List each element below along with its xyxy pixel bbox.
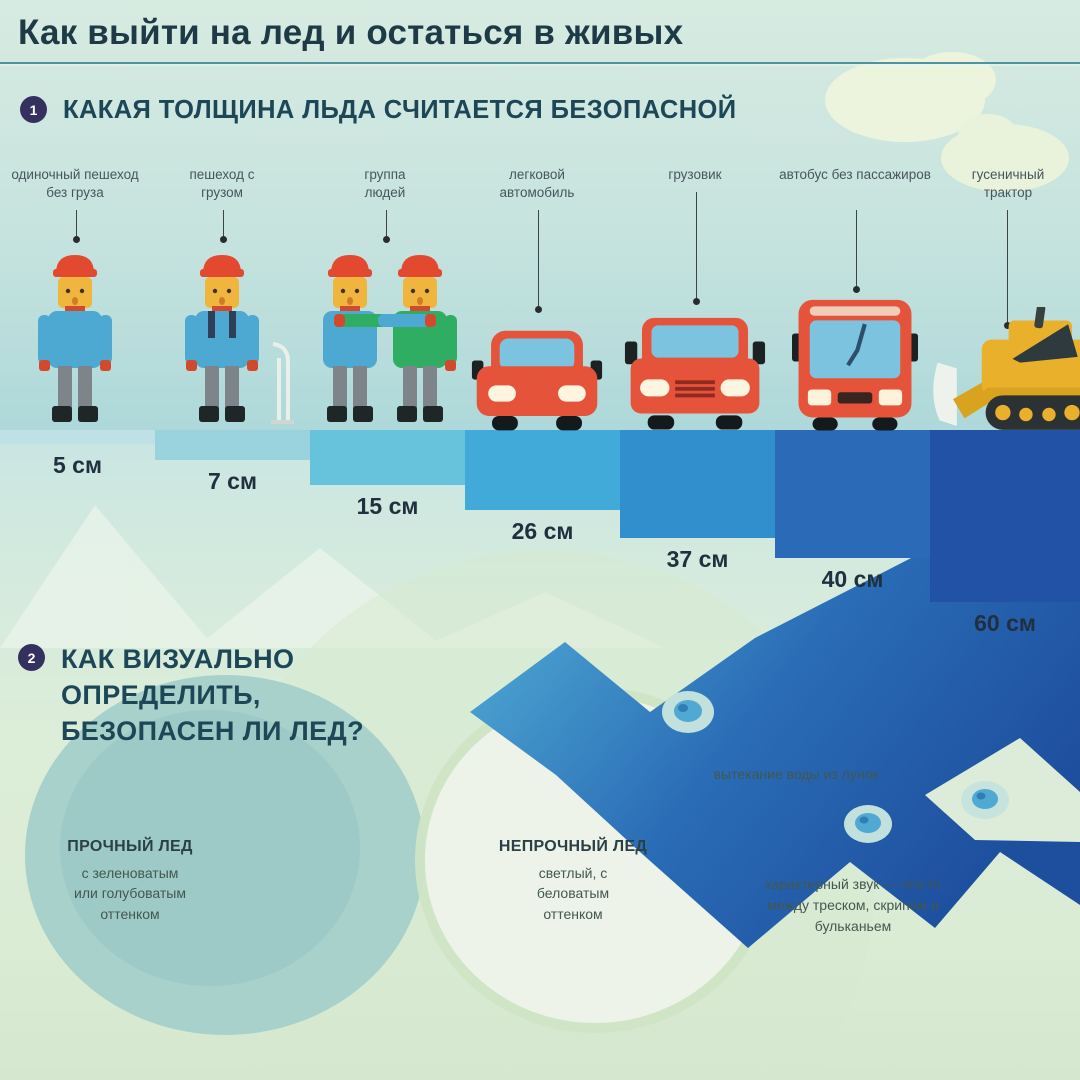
connector-line — [76, 210, 77, 236]
ice-hole-icon — [662, 691, 714, 733]
figure-label-bus: автобус без пассажиров — [779, 167, 931, 182]
figure-label-group: группа людей — [364, 167, 406, 200]
thickness-label-40cm: 40 см — [821, 566, 884, 592]
weak-ice-label — [473, 838, 673, 924]
figure-label-tractor: гусеничный трактор — [971, 167, 1045, 200]
ice-step-37cm — [620, 430, 775, 538]
bus-figure — [792, 298, 918, 431]
pedestrian-figure — [25, 252, 125, 430]
truck-figure — [624, 315, 766, 432]
strong-ice-title: ПРОЧНЫЙ ЛЕД — [67, 838, 193, 855]
connector-line — [1007, 210, 1008, 322]
ice-step-26cm — [465, 430, 620, 510]
thickness-label-5cm: 5 см — [53, 452, 102, 478]
figure-label-car: легковой автомобиль — [499, 167, 575, 200]
strong-ice-label — [30, 838, 230, 924]
thickness-label-15cm: 15 см — [356, 493, 419, 519]
ice-hole-icon — [961, 781, 1009, 819]
tractor-figure — [928, 307, 1080, 439]
weak-ice-desc: светлый, с беловатым оттенком — [536, 865, 610, 922]
section1-heading: КАКАЯ ТОЛЩИНА ЛЬДА СЧИТАЕТСЯ БЕЗОПАСНОЙ — [63, 96, 737, 124]
connector-line — [386, 210, 387, 236]
ice-step-40cm — [775, 430, 930, 558]
connector-line — [856, 210, 857, 286]
connector-line — [223, 210, 224, 236]
section2-number-badge: 2 — [18, 644, 45, 671]
car-figure — [470, 326, 604, 433]
section1-header — [20, 94, 737, 127]
section1-number-badge: 1 — [20, 96, 47, 123]
thickness-label-37cm: 37 см — [666, 546, 729, 572]
ice-step-5cm — [0, 430, 155, 444]
strong-ice-desc: с зеленоватым или голубоватым оттенком — [74, 865, 186, 922]
connector-line — [696, 192, 697, 298]
ice-sound-label: характерный звук — что-то между треском, скрипом и бульканьем — [764, 876, 942, 934]
page-title: Как выйти на лед и остаться в живых — [18, 13, 684, 52]
connector-line — [538, 210, 539, 306]
figure-label-truck: грузовик — [668, 167, 722, 182]
figure-label-single-pedestrian: одиночный пешеход без груза — [11, 167, 139, 200]
figure-label-pedestrian-with-load: пешеход с грузом — [189, 167, 255, 200]
ice-step-60cm — [930, 430, 1080, 602]
thickness-label-60cm: 60 см — [974, 610, 1036, 636]
ice-step-7cm — [155, 430, 310, 460]
sled-icon — [271, 344, 294, 422]
thickness-label-7cm: 7 см — [208, 468, 257, 494]
title-underline — [0, 62, 1080, 64]
water-leak-label: вытекание воды из лунок — [713, 766, 879, 782]
thickness-label-26cm: 26 см — [511, 518, 574, 544]
group-of-people-figure — [300, 252, 470, 430]
weak-ice-title: НЕПРОЧНЫЙ ЛЕД — [498, 838, 648, 855]
ice-hole-icon — [844, 805, 892, 843]
section2-header — [18, 642, 401, 750]
ice-step-15cm — [310, 430, 465, 485]
pedestrian-with-load-figure — [172, 252, 298, 430]
section2-heading: КАК ВИЗУАЛЬНО ОПРЕДЕЛИТЬ, БЕЗОПАСЕН ЛИ ЛЕД? — [61, 644, 365, 746]
